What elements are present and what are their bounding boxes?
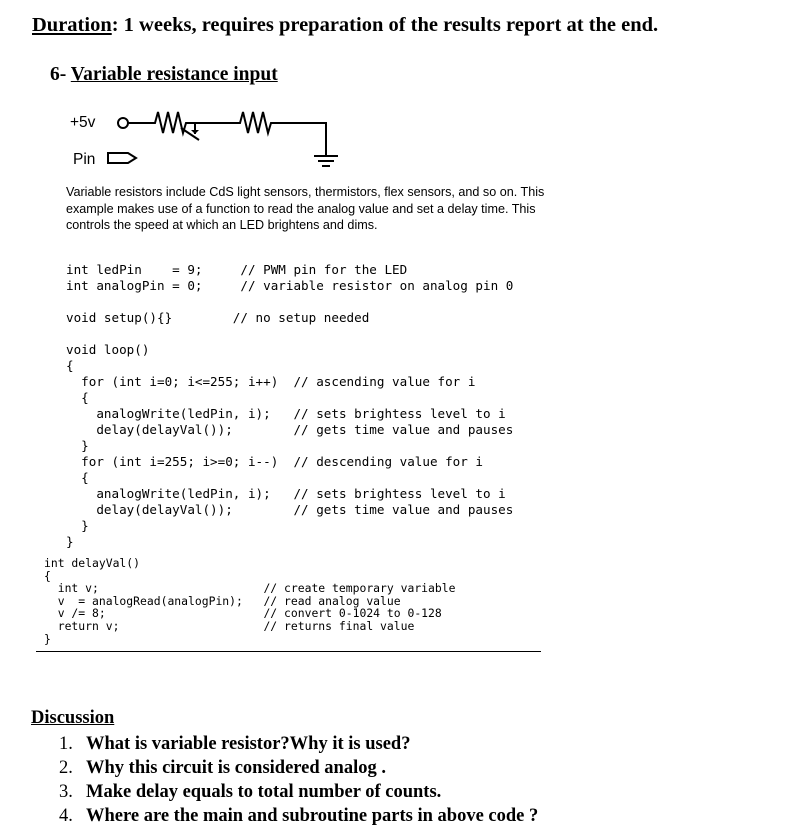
pin-terminal — [108, 153, 136, 163]
code-line: void loop() — [66, 342, 150, 357]
code-line: delay(delayVal()); // gets time value and pauses — [66, 502, 514, 517]
duration-text: : 1 weeks, requires preparation of the results report at the end. — [111, 14, 659, 36]
code-line: analogWrite(ledPin, i); // sets brightess level to i — [66, 486, 506, 501]
discussion-title: Discussion — [31, 708, 115, 728]
question-number: 1. — [59, 734, 73, 754]
code-line: { — [66, 358, 74, 373]
ground-symbol — [314, 156, 338, 166]
section-title — [50, 64, 278, 86]
code-line: analogWrite(ledPin, i); // sets brightess level to i — [66, 406, 506, 421]
code-line — [66, 326, 513, 342]
question-number: 4. — [59, 806, 73, 826]
code-line: void setup(){} // no setup needed — [66, 310, 370, 325]
duration-line — [32, 14, 658, 37]
code-line: { — [44, 568, 51, 583]
section-title-text: Variable resistance input — [70, 64, 278, 85]
code-line: } — [66, 438, 89, 453]
question-number: 2. — [59, 758, 73, 778]
terminal-5v — [118, 118, 128, 128]
resistor — [195, 112, 326, 156]
code-block-subroutine — [44, 557, 455, 645]
code-line: for (int i=255; i>=0; i--) // descending value for i — [66, 454, 484, 469]
label-5v: +5v — [70, 114, 96, 131]
code-line: } — [66, 534, 74, 549]
description-paragraph: Variable resistors include CdS light sensors, thermistors, flex sensors, and so on. This example makes use of a function to read the analog value and set a delay time. This controls the speed at which an LED brightens and dims. — [66, 185, 545, 232]
question-text: Make delay equals to total number of counts. — [86, 782, 442, 802]
code-line: int delayVal() — [44, 556, 141, 570]
code-line: delay(delayVal()); // gets time value and pauses — [66, 422, 514, 437]
code-line: return v; // returns final value — [44, 618, 415, 633]
code-line: { — [66, 470, 89, 485]
label-pin: Pin — [73, 151, 96, 168]
code-line: v = analogRead(analogPin); // read analog value — [44, 593, 401, 608]
code-line: } — [66, 518, 89, 533]
question-text: What is variable resistor?Why it is used? — [86, 734, 411, 754]
code-line: int ledPin = 9; // PWM pin for the LED — [66, 262, 408, 277]
question-number: 3. — [59, 782, 73, 802]
code-line — [66, 294, 513, 310]
question-text: Where are the main and subroutine parts in above code ? — [86, 806, 539, 826]
code-line: int v; // create temporary variable — [44, 581, 456, 596]
horizontal-rule — [36, 651, 541, 652]
question-text: Why this circuit is considered analog . — [86, 758, 386, 778]
circuit-diagram — [62, 98, 352, 178]
wiper-arrow — [191, 130, 199, 134]
section-number: 6- — [50, 64, 71, 85]
code-line: v /= 8; // convert 0-1024 to 0-128 — [44, 606, 442, 621]
code-line: { — [66, 390, 89, 405]
code-line: } — [44, 631, 51, 646]
code-block-main — [66, 262, 513, 550]
duration-label: Duration — [32, 14, 112, 36]
code-line: int analogPin = 0; // variable resistor on analog pin 0 — [66, 278, 514, 293]
code-line: for (int i=0; i<=255; i++) // ascending value for i — [66, 374, 476, 389]
